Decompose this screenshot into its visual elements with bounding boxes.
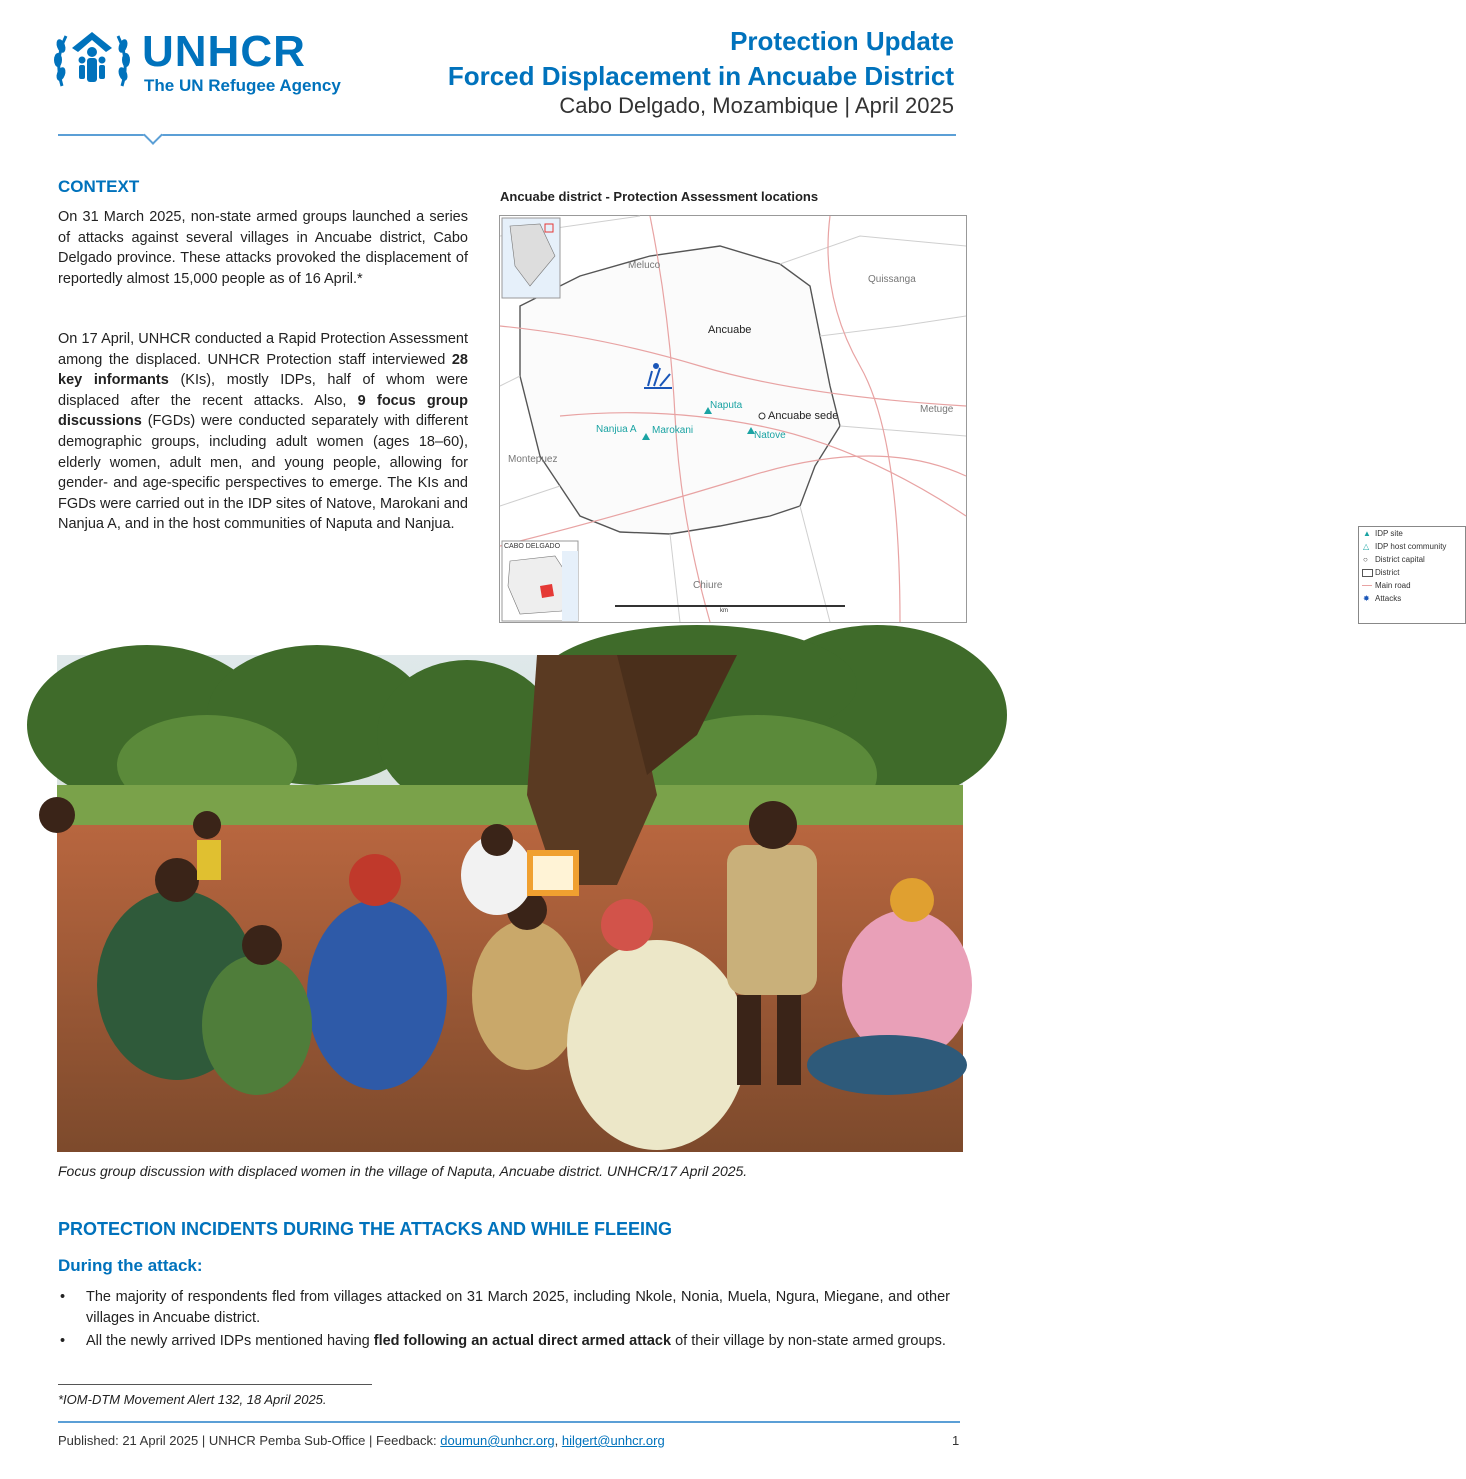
map-scale-label: km (720, 608, 728, 614)
list-item (60, 1287, 950, 1329)
unhcr-logo (52, 26, 352, 98)
footer-published: Published: 21 April 2025 | UNHCR Pemba Sub-Office | Feedback: (58, 1433, 441, 1448)
page-location-date: Cabo Delgado, Mozambique | April 2025 (559, 93, 954, 118)
incidents-heading: PROTECTION INCIDENTS DURING THE ATTACKS AND WHILE FLEEING (58, 1219, 672, 1239)
unhcr-emblem-icon (52, 26, 132, 94)
photo-caption: Focus group discussion with displaced women in the village of Naputa, Ancuabe district. UNHCR/17 April 2025. (58, 1163, 748, 1179)
footer-separator: , (554, 1433, 562, 1448)
map-label-nanjua-a: Nanjua A (596, 424, 637, 435)
header-divider (58, 134, 956, 136)
map-label-quissanga: Quissanga (868, 274, 916, 285)
map-legend (1358, 526, 1466, 624)
bullet-icon: • (60, 1333, 66, 1349)
logo-wordmark: UNHCR (142, 27, 306, 76)
map-label-chiure: Chiure (693, 580, 723, 591)
context-emphasis: 28 key informants (58, 351, 468, 389)
photo-illustration (57, 655, 963, 1152)
feedback-email-link[interactable]: hilgert@unhcr.org (561, 1433, 665, 1448)
footer (58, 1433, 665, 1448)
context-paragraph-2 (58, 329, 468, 535)
list-item-text: The majority of respondents fled from villages attacked on 31 March 2025, including Nkole, Nonia, Muela, Ngura, Miegane, and other villages in Ancuabe district. (86, 1289, 950, 1326)
map-label-natove: Natove (754, 430, 786, 441)
map-label-ancuabe-sede: Ancuabe sede (768, 410, 839, 422)
footer-divider (58, 1421, 960, 1423)
footnote: *IOM-DTM Movement Alert 132, 18 April 2025. (58, 1392, 327, 1407)
context-text: (FGDs) were conducted separately with different demographic groups, including adult women (ages 18–60), elderly women, adult men, and young people, allowing for gender- and age-specific perspectives to emerge. The KIs and FGDs were carried out in the IDP sites of Natove, Marokani and Nanjua A, and in the host communities of Naputa and Nanjua. (58, 413, 468, 533)
district-boundary (520, 246, 840, 534)
legend-item: ○ District capital (1363, 555, 1425, 564)
map-title: Ancuabe district - Protection Assessment locations (500, 189, 819, 204)
list-item-text: of their village by non-state armed groups. (671, 1333, 946, 1349)
logo-tagline: The UN Refugee Agency (144, 76, 341, 95)
page-title: Protection Update (730, 26, 954, 56)
map-label-cabo-delgado: CABO DELGADO (504, 543, 561, 550)
context-text: On 17 April, UNHCR conducted a Rapid Protection Assessment among the displaced. UNHCR Protection staff interviewed (58, 331, 468, 368)
legend-item: △ IDP host community (1363, 542, 1447, 551)
page-number: 1 (952, 1433, 960, 1448)
context-heading: CONTEXT (58, 177, 140, 196)
legend-item: Main road (1359, 579, 1465, 592)
during-attack-subheading: During the attack: (58, 1256, 203, 1275)
bullet-icon: • (60, 1289, 66, 1305)
focus-group-photo (57, 655, 963, 1152)
context-text: (KIs), mostly IDPs, half of whom were displaced after the recent attacks. Also, (58, 372, 468, 409)
district-capital-marker (759, 413, 765, 419)
list-item-text: All the newly arrived IDPs mentioned having (86, 1333, 374, 1349)
page-subtitle: Forced Displacement in Ancuabe District (447, 61, 954, 91)
header-divider-notch (143, 125, 163, 145)
legend-item: ▲ IDP site (1363, 529, 1403, 538)
assessment-map (499, 215, 1447, 623)
feedback-email-link[interactable]: doumun@unhcr.org (440, 1433, 555, 1448)
legend-item: District (1359, 566, 1465, 579)
footnote-divider (58, 1384, 372, 1385)
map-label-montepuez: Montepuez (508, 454, 558, 465)
list-item (60, 1331, 950, 1352)
map-label-marokani: Marokani (652, 425, 694, 436)
map-label-metuge: Metuge (920, 404, 954, 415)
context-paragraph-1: On 31 March 2025, non-state armed groups launched a series of attacks against several villages in Ancuabe district, Cabo Delgado province. These attacks provoked the displacement of reportedly almost 15,000 people as of 16 April.* (58, 209, 468, 287)
map-label-meluco: Meluco (628, 260, 661, 271)
map-label-naputa: Naputa (710, 400, 743, 411)
context-emphasis: 9 focus group discussions (58, 392, 468, 430)
legend-item: ✸ Attacks (1363, 594, 1402, 603)
list-item-emphasis: fled following an actual direct armed attack (373, 1333, 672, 1349)
map-label-ancuabe: Ancuabe (708, 324, 752, 336)
